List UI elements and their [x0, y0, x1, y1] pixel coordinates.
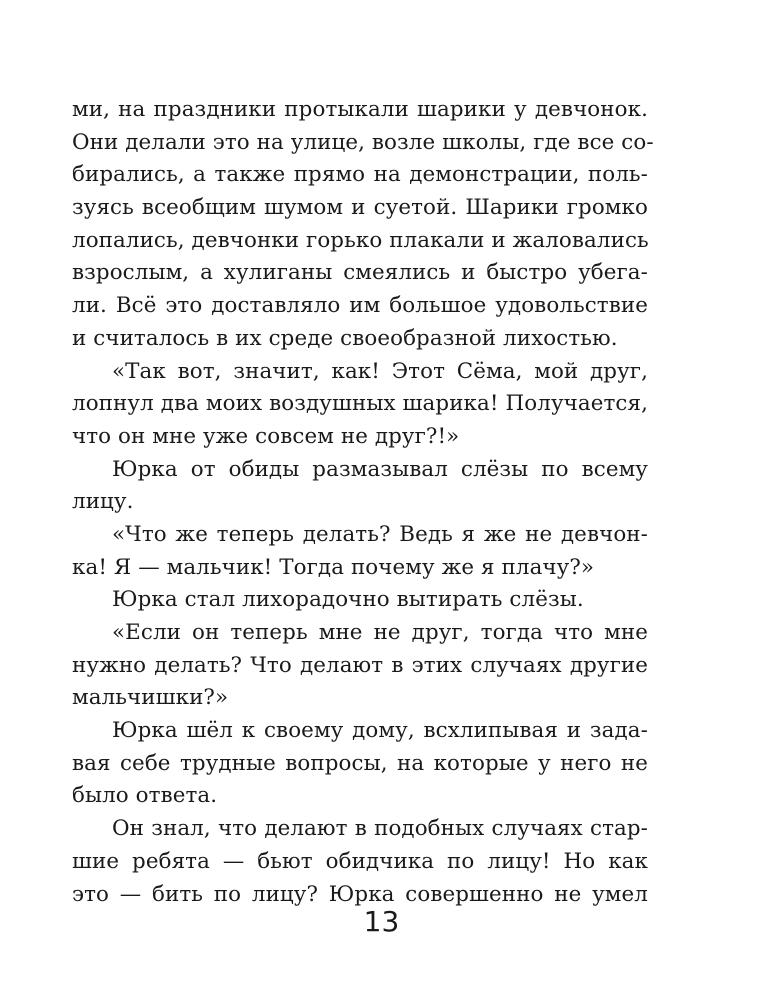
- text-line: ка! Я — мальчик! Тогда почему же я плачу?»: [72, 554, 595, 580]
- text-line: это — бить по лицу? Юрка совершенно не умел: [72, 881, 648, 907]
- text-line: Юрка стал лихорадочно вытирать слёзы.: [112, 587, 584, 613]
- text-line: «Так вот, значит, как! Этот Сёма, мой друг,: [112, 358, 648, 384]
- text-line: Они делали это на улице, возле школы, где все со-: [72, 129, 654, 155]
- text-line: вая себе трудные вопросы, на которые у него не: [72, 750, 648, 776]
- text-line: и считалось в их среде своеобразной лихостью.: [72, 325, 618, 351]
- text-line: нужно делать? Что делают в этих случаях другие: [72, 652, 648, 678]
- text-line: что он мне уже совсем не друг?!»: [72, 423, 460, 449]
- text-line: ли. Всё это доставляло им большое удовольствие: [72, 293, 648, 319]
- text-line: зуясь всеобщим шумом и суетой. Шарики громко: [72, 195, 648, 221]
- text-line: было ответа.: [72, 783, 218, 809]
- text-line: взрослым, а хулиганы смеялись и быстро убега-: [72, 260, 648, 286]
- text-line: ми, на праздники протыкали шарики у девчонок.: [72, 97, 648, 122]
- text-line: шие ребята — бьют обидчика по лицу! Но как: [72, 848, 648, 874]
- text-line: мальчишки?»: [72, 685, 229, 711]
- text-line: лопались, девчонки горько плакали и жаловались: [72, 227, 649, 253]
- page-number: 13: [363, 905, 400, 938]
- text-line: бирались, а также прямо на демонстрации, поль-: [72, 162, 648, 188]
- text-line: Юрка от обиды размазывал слёзы по всему: [112, 456, 648, 482]
- text-line: «Что же теперь делать? Ведь я же не девчон-: [112, 521, 648, 547]
- text-line: «Если он теперь мне не друг, тогда что мне: [112, 620, 648, 645]
- text-line: Он знал, что делают в подобных случаях стар-: [112, 816, 648, 842]
- text-line: лопнул два моих воздушных шарика! Получается,: [72, 391, 648, 417]
- text-line: Юрка шёл к своему дому, всхлипывая и зада-: [112, 718, 648, 744]
- text-column: [72, 94, 654, 911]
- text-line: лицу.: [72, 489, 134, 515]
